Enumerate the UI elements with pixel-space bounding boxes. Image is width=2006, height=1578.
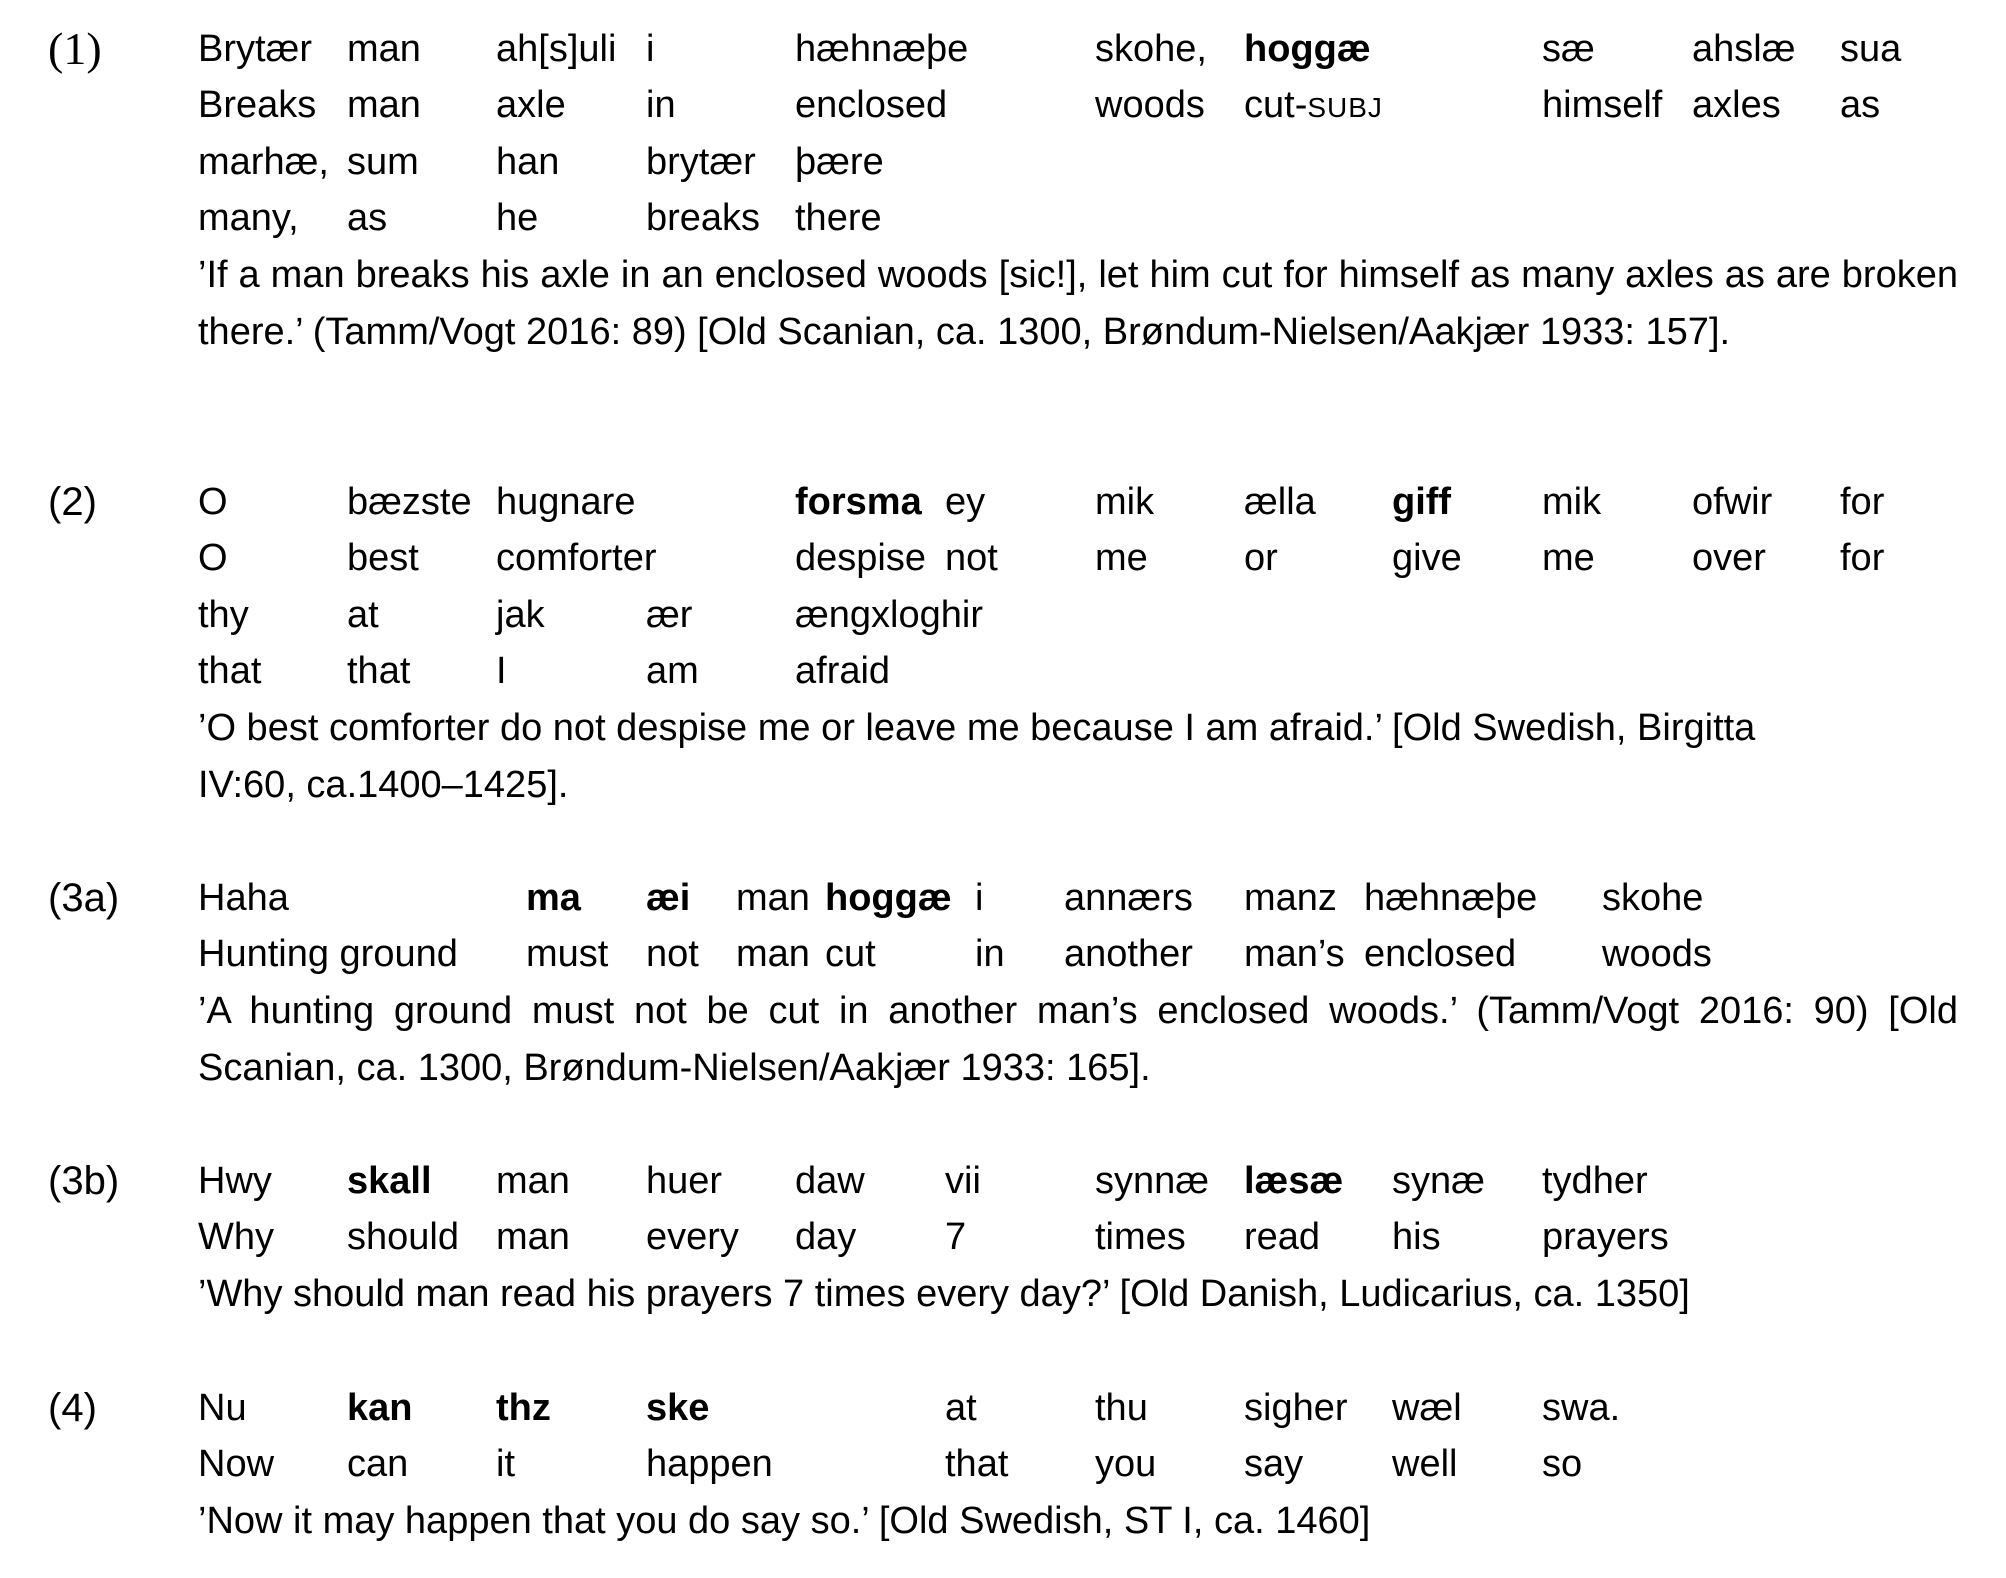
word: Brytær	[198, 28, 312, 70]
word: well	[1392, 1443, 1458, 1485]
word: vii	[945, 1160, 981, 1202]
word: despise	[795, 537, 926, 579]
word: himself	[1542, 84, 1663, 126]
word: so	[1542, 1443, 1583, 1485]
subj-small-caps: SUBJ	[1307, 92, 1383, 123]
word: for	[1840, 537, 1885, 579]
word-with-subj-suffix	[1244, 77, 1383, 136]
word: comforter	[496, 537, 657, 579]
word-bold: ske	[646, 1387, 710, 1429]
word: man	[736, 877, 810, 919]
word: woods	[1095, 84, 1205, 126]
word-bold: æi	[646, 877, 691, 919]
word: you	[1095, 1443, 1157, 1485]
word: cut	[825, 933, 876, 975]
word-bold: ma	[526, 877, 581, 919]
word: man	[496, 1160, 570, 1202]
word-bold: hoggæ	[825, 877, 952, 919]
word: mik	[1095, 481, 1155, 523]
word: thu	[1095, 1387, 1148, 1429]
word: sum	[347, 141, 419, 183]
word: man	[496, 1216, 570, 1258]
word: at	[945, 1387, 977, 1429]
word-bold: giff	[1392, 481, 1452, 523]
word: i	[975, 877, 984, 919]
word: brytær	[646, 141, 756, 183]
example-number: (3b)	[48, 1159, 120, 1203]
word: that	[198, 650, 262, 692]
word: at	[347, 594, 379, 636]
word: not	[646, 933, 699, 975]
example-number: (1)	[48, 23, 102, 74]
word: bæzste	[347, 481, 472, 523]
word: that	[347, 650, 411, 692]
word: hæhnæþe	[1364, 877, 1538, 919]
example-number: (4)	[48, 1386, 97, 1430]
word: axles	[1692, 84, 1781, 126]
example-number: (3a)	[48, 876, 120, 920]
word: afraid	[795, 650, 891, 692]
word: can	[347, 1443, 409, 1485]
word: every	[646, 1216, 739, 1258]
word: that	[945, 1443, 1009, 1485]
word-bold: læsæ	[1244, 1160, 1344, 1202]
word: in	[646, 84, 676, 126]
word: am	[646, 650, 699, 692]
word: sua	[1840, 28, 1902, 70]
word: me	[1542, 537, 1595, 579]
word: hæhnæþe	[795, 28, 969, 70]
word: breaks	[646, 197, 761, 239]
word: ahslæ	[1692, 28, 1796, 70]
word: must	[526, 933, 609, 975]
word: ær	[646, 594, 693, 636]
word: man	[347, 28, 421, 70]
example-number: (2)	[48, 480, 97, 524]
word: man’s	[1244, 933, 1345, 975]
word: man	[347, 84, 421, 126]
word: many,	[198, 197, 299, 239]
word: Why	[198, 1216, 274, 1258]
word: O	[198, 537, 228, 579]
word: prayers	[1542, 1216, 1669, 1258]
word: Breaks	[198, 84, 317, 126]
word: mik	[1542, 481, 1602, 523]
word: sigher	[1244, 1387, 1348, 1429]
word: huer	[646, 1160, 723, 1202]
word: ængxloghir	[795, 594, 983, 636]
word: annærs	[1064, 877, 1193, 919]
word: another	[1064, 933, 1193, 975]
word-bold: kan	[347, 1387, 413, 1429]
word: swa.	[1542, 1387, 1621, 1429]
word: hugnare	[496, 481, 636, 523]
word: manz	[1244, 877, 1337, 919]
word-bold: skall	[347, 1160, 432, 1202]
word: Hunting ground	[198, 933, 458, 975]
word: synæ	[1392, 1160, 1485, 1202]
word: over	[1692, 537, 1766, 579]
word: his	[1392, 1216, 1441, 1258]
word: best	[347, 537, 419, 579]
word: times	[1095, 1216, 1186, 1258]
word: happen	[646, 1443, 773, 1485]
word: not	[945, 537, 998, 579]
word: it	[496, 1443, 515, 1485]
word: daw	[795, 1160, 865, 1202]
word: woods	[1602, 933, 1712, 975]
word: as	[347, 197, 388, 239]
word: Hwy	[198, 1160, 272, 1202]
word: sæ	[1542, 28, 1595, 70]
word: jak	[496, 594, 545, 636]
free-translation: ’Now it may happen that you do say so.’ [Old Swedish, ST I, ca. 1460]	[198, 1500, 1371, 1542]
word: i	[646, 28, 655, 70]
word: read	[1244, 1216, 1321, 1258]
word: day	[795, 1216, 857, 1258]
word: thy	[198, 594, 249, 636]
free-translation: ’If a man breaks his axle in an enclosed woods [sic!], let him cut for himself as many axles as are broken there.’ (Tamm/Vogt 2016: 89) [Old Scanian, ca. 1300, Brøndum-Nielsen/Aakjær 1933: 157].	[198, 254, 1958, 353]
word: give	[1392, 537, 1462, 579]
word: ah[s]uli	[496, 28, 617, 70]
word: ælla	[1244, 481, 1316, 523]
word: in	[975, 933, 1005, 975]
word: marhæ,	[198, 141, 329, 183]
word: ey	[945, 481, 986, 523]
word-bold: hoggæ	[1244, 28, 1371, 70]
word-bold: forsma	[795, 481, 922, 523]
word: man	[736, 933, 810, 975]
free-translation: ’O best comforter do not despise me or leave me because I am afraid.’ [Old Swedish, Birgitta IV:60, ca.1400–1425].	[198, 707, 1756, 806]
word: as	[1840, 84, 1881, 126]
word: Now	[198, 1443, 275, 1485]
word: O	[198, 481, 228, 523]
word-bold: thz	[496, 1387, 551, 1429]
free-translation: ’A hunting ground must not be cut in another man’s enclosed woods.’ (Tamm/Vogt 2016: 90) [Old Scanian, ca. 1300, Brøndum-Nielsen/Aakjær 1933: 165].	[198, 990, 1958, 1089]
word: 7	[945, 1216, 967, 1258]
word: he	[496, 197, 539, 239]
word: skohe,	[1095, 28, 1207, 70]
word: enclosed	[795, 84, 948, 126]
word: for	[1840, 481, 1885, 523]
word: or	[1244, 537, 1278, 579]
word: there	[795, 197, 882, 239]
word: I	[496, 650, 507, 692]
word: me	[1095, 537, 1148, 579]
word: say	[1244, 1443, 1304, 1485]
word: axle	[496, 84, 566, 126]
word: han	[496, 141, 560, 183]
word: Haha	[198, 877, 289, 919]
word: ofwir	[1692, 481, 1773, 523]
word: Nu	[198, 1387, 247, 1429]
word: synnæ	[1095, 1160, 1210, 1202]
word: should	[347, 1216, 459, 1258]
word: skohe	[1602, 877, 1704, 919]
word: tydher	[1542, 1160, 1648, 1202]
free-translation: ’Why should man read his prayers 7 times every day?’ [Old Danish, Ludicarius, ca. 1350]	[198, 1273, 1690, 1315]
word: enclosed	[1364, 933, 1517, 975]
word: þære	[795, 141, 884, 183]
word: wæl	[1392, 1387, 1462, 1429]
gloss-stem: cut-	[1244, 84, 1308, 126]
